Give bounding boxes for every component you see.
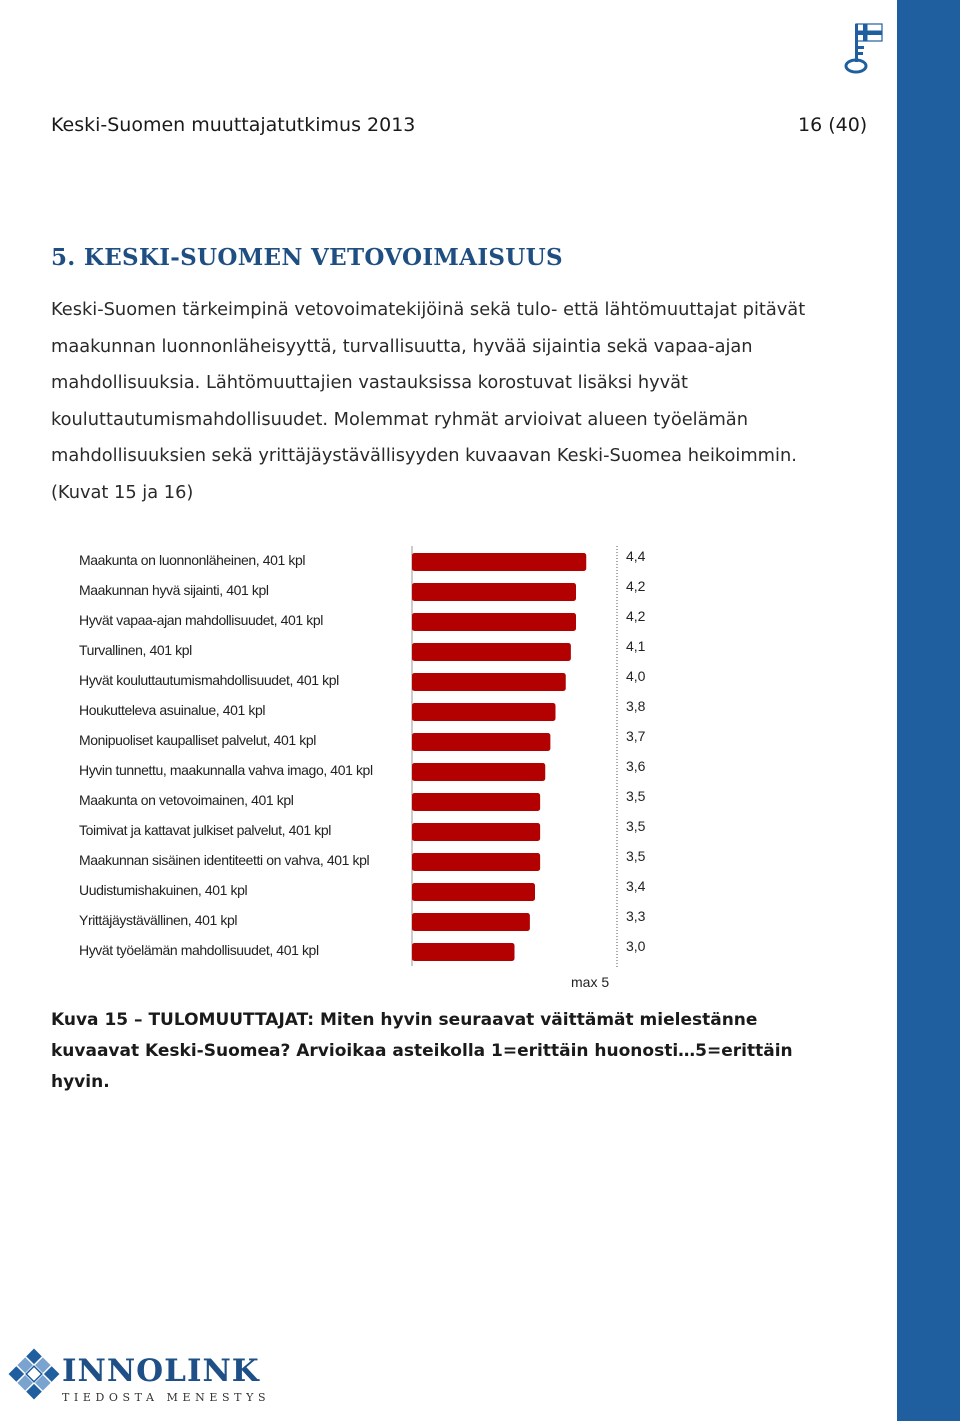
chart-bar: [412, 583, 576, 601]
chart-value-label: 3,6: [626, 758, 646, 774]
attractiveness-bar-chart: [0, 540, 897, 1000]
running-header-title: Keski-Suomen muuttajatutkimus 2013: [51, 114, 416, 136]
chart-bar: [412, 613, 576, 631]
key-flag-icon: [838, 22, 884, 74]
innolink-diamond-logo: [6, 1346, 62, 1402]
section-title: 5. KESKI-SUOMEN VETOVOIMAISUUS: [51, 244, 563, 271]
side-color-band: [897, 0, 960, 1421]
chart-bar: [412, 733, 550, 751]
chart-bar: [412, 913, 530, 931]
chart-bar: [412, 673, 566, 691]
chart-max-label: [571, 974, 609, 990]
chart-category-label: Monipuoliset kaupalliset palvelut, 401 kpl: [79, 732, 316, 748]
chart-bar: [412, 703, 556, 721]
chart-value-label: 4,2: [626, 608, 646, 624]
chart-category-label: Maakunta on vetovoimainen, 401 kpl: [79, 792, 294, 808]
chart-category-label: Hyvät kouluttautumismahdollisuudet, 401 kpl: [79, 672, 339, 688]
chart-bar: [412, 793, 540, 811]
chart-bar: [412, 763, 545, 781]
chart-bar: [412, 883, 535, 901]
chart-category-label: Hyvät vapaa-ajan mahdollisuudet, 401 kpl: [79, 612, 323, 628]
chart-bar: [412, 823, 540, 841]
chart-category-label: Yrittäjäystävällinen, 401 kpl: [79, 912, 238, 928]
intro-paragraph: Keski-Suomen tärkeimpinä vetovoimatekijöinä sekä tulo- että lähtömuuttajat pitävät maakunnan luonnonläheisyyttä, turvallisuutta, hyvää sijaintia sekä vapaa-ajan mahdollisuuksia. Lähtömuuttajien vastauksissa korostuvat lisäksi hyvät kouluttautumismahdollisuudet. Molemmat ryhmät arvioivat alueen työelämän mahdollisuuksien sekä yrittäjäystävällisyyden kuvaavan Keski-Suomea heikoimmin. (Kuvat 15 ja 16): [51, 299, 806, 503]
chart-value-label: 3,3: [626, 908, 646, 924]
chart-value-label: 3,5: [626, 818, 646, 834]
chart-bar: [412, 643, 571, 661]
chart-value-label: 3,7: [626, 728, 646, 744]
chart-value-label: 4,1: [626, 638, 646, 654]
chart-max-value: 5: [601, 974, 610, 990]
chart-max-text: max: [571, 974, 598, 990]
chart-bar: [412, 553, 586, 571]
chart-category-label: Maakunta on luonnonläheinen, 401 kpl: [79, 552, 306, 568]
page-number: 16 (40): [798, 114, 868, 136]
chart-category-label: Toimivat ja kattavat julkiset palvelut, 401 kpl: [79, 822, 331, 838]
chart-value-label: 4,0: [626, 668, 646, 684]
chart-category-label: Maakunnan sisäinen identiteetti on vahva, 401 kpl: [79, 852, 370, 868]
chart-category-label: Houkutteleva asuinalue, 401 kpl: [79, 702, 266, 718]
chart-value-label: 4,2: [626, 578, 646, 594]
chart-category-label: Hyvin tunnettu, maakunnalla vahva imago, 401 kpl: [79, 762, 373, 778]
chart-value-label: 4,4: [626, 548, 646, 564]
figure-caption: Kuva 15 – TULOMUUTTAJAT: Miten hyvin seuraavat väittämät mielestänne kuvaavat Keski-Suomea? Arvioikaa asteikolla 1=erittäin huonosti…5=erittäin hyvin.: [51, 1010, 793, 1092]
chart-value-label: 3,5: [626, 848, 646, 864]
chart-category-label: Maakunnan hyvä sijainti, 401 kpl: [79, 582, 269, 598]
chart-value-label: 3,4: [626, 878, 646, 894]
chart-category-label: Hyvät työelämän mahdollisuudet, 401 kpl: [79, 942, 319, 958]
chart-category-label: Uudistumishakuinen, 401 kpl: [79, 882, 248, 898]
chart-value-label: 3,8: [626, 698, 646, 714]
chart-category-label: Turvallinen, 401 kpl: [79, 642, 192, 658]
chart-bar: [412, 853, 540, 871]
chart-bar: [412, 943, 515, 961]
brand-tagline: TIEDOSTA MENESTYS: [62, 1391, 271, 1404]
chart-value-label: 3,5: [626, 788, 646, 804]
chart-value-label: 3,0: [626, 938, 646, 954]
brand-name: INNOLINK: [62, 1353, 260, 1389]
